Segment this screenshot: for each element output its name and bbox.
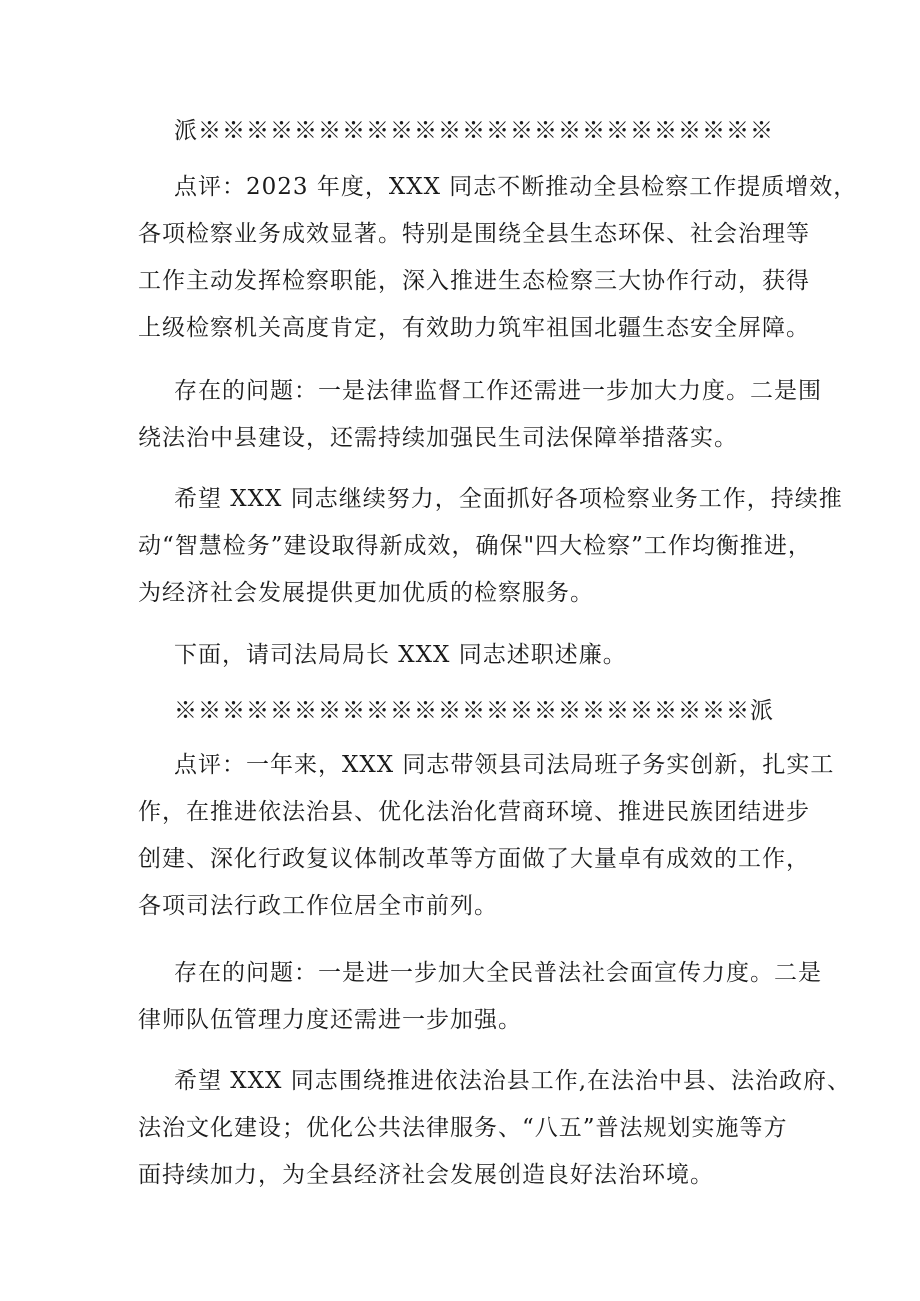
- separator-line-middle: [138, 688, 798, 735]
- text-line: 上级检察机关高度肯定，有效助力筑牢祖国北疆生态安全屏障。: [138, 315, 810, 341]
- text-line: 创建、深化行政复议体制改革等方面做了大量卓有成效的工作，: [138, 846, 810, 872]
- text-line: 存在的问题：一是法律监督工作还需进一步加大力度。二是围: [174, 378, 822, 404]
- text-line: 为经济社会发展提供更加优质的检察服务。: [138, 580, 594, 606]
- text-line: 希望 XXX 同志继续努力，全面抓好各项检察业务工作，持续推: [174, 486, 843, 512]
- text-line: 绕法治中县建设，还需持续加强民生司法保障举措落实。: [138, 425, 738, 451]
- text-line: 希望 XXX 同志围绕推进依法治县工作,在法治中县、法治政府、: [174, 1068, 852, 1094]
- problems-paragraph-justice-bureau: [138, 950, 822, 1044]
- comment-paragraph-procuratorate: [138, 164, 858, 352]
- text-line: 派※※※※※※※※※※※※※※※※※※※※※※※※: [174, 118, 774, 144]
- next-speaker-announcement: [138, 632, 798, 679]
- text-line: 律师队伍管理力度还需进一步加强。: [138, 1007, 522, 1033]
- text-line: 作，在推进依法治县、优化法治化营商环境、推进民族团结进步: [138, 799, 810, 825]
- text-line: 存在的问题：一是进一步加大全民普法社会面宣传力度。二是: [174, 960, 822, 986]
- comment-paragraph-justice-bureau: [138, 742, 835, 930]
- hope-paragraph-procuratorate: [138, 476, 843, 617]
- text-line: 法治文化建设；优化公共法律服务、“八五”普法规划实施等方: [138, 1115, 788, 1141]
- text-line: 工作主动发挥检察职能，深入推进生态检察三大协作行动，获得: [138, 268, 810, 294]
- problems-paragraph-procuratorate: [138, 368, 822, 462]
- text-line: 各项检察业务成效显著。特别是围绕全县生态环保、社会治理等: [138, 221, 810, 247]
- text-line: 面持续加力，为全县经济社会发展创造良好法治环境。: [138, 1162, 714, 1188]
- text-line: ※※※※※※※※※※※※※※※※※※※※※※※※派: [174, 698, 774, 724]
- text-line: 各项司法行政工作位居全市前列。: [138, 893, 498, 919]
- text-line: 下面，请司法局局长 XXX 同志述职述廉。: [174, 642, 627, 668]
- separator-line-top: [138, 108, 798, 155]
- text-line: 点评：一年来，XXX 同志带领县司法局班子务实创新，扎实工: [174, 752, 835, 778]
- hope-paragraph-justice-bureau: [138, 1058, 852, 1199]
- text-line: 动“智慧检务”建设取得新成效，确保"四大检察”工作均衡推进，: [138, 533, 812, 559]
- text-line: 点评：2023 年度，XXX 同志不断推动全县检察工作提质增效，: [174, 174, 858, 200]
